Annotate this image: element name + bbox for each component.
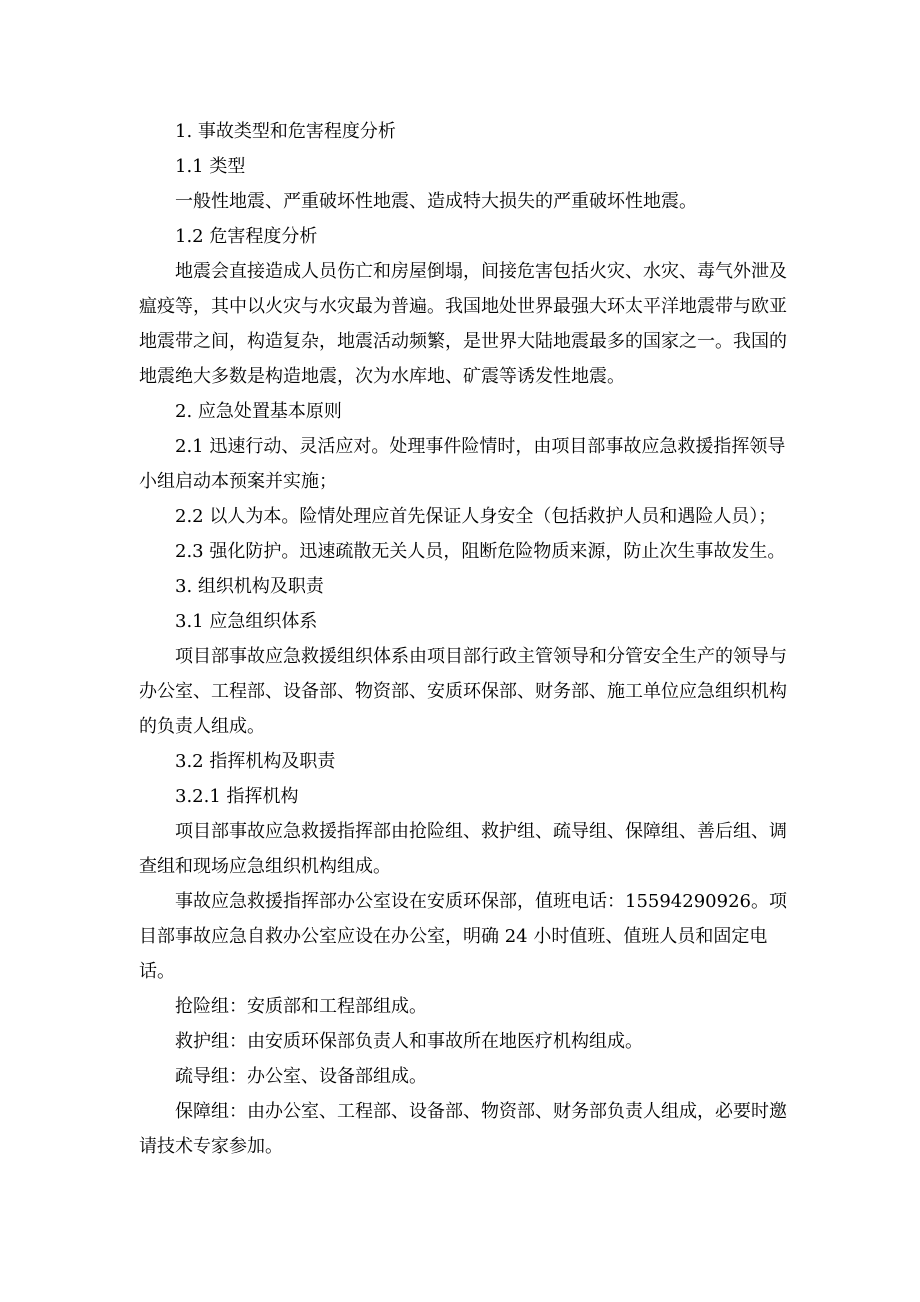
paragraph-principle-2-3: 2.3 强化防护。迅速疏散无关人员，阻断危险物质来源，防止次生事故发生。 <box>175 541 786 562</box>
paragraph-principle-2-2: 2.2 以人为本。险情处理应首先保证人身安全（包括救护人员和遇险人员）； <box>175 506 777 527</box>
section-heading-3-2-1: 3.2.1 指挥机构 <box>175 786 299 807</box>
document-body <box>139 114 799 1164</box>
paragraph-medical-team: 救护组：由安质环保部负责人和事故所在地医疗机构组成。 <box>175 1031 643 1052</box>
section-heading-2: 2. 应急处置基本原则 <box>175 401 342 422</box>
paragraph-support-team: 保障组：由办公室、工程部、设备部、物资部、财务部负责人组成，必要时邀请技术专家参加。 <box>139 1101 787 1157</box>
paragraph-hazard-analysis: 地震会直接造成人员伤亡和房屋倒塌，间接危害包括火灾、水灾、毒气外泄及瘟疫等，其中以火灾与水灾最为普遍。我国地处世界最强大环太平洋地震带与欧亚地震带之间，构造复杂，地震活动频繁，是世界大陆地震最多的国家之一。我国的地震绝大多数是构造地震，次为水库地、矿震等诱发性地震。 <box>139 261 787 387</box>
paragraph-types: 一般性地震、严重破坏性地震、造成特大损失的严重破坏性地震。 <box>175 191 697 212</box>
paragraph-principle-2-1: 2.1 迅速行动、灵活应对。处理事件险情时，由项目部事故应急救援指挥领导小组启动本预案并实施； <box>139 436 786 492</box>
paragraph-org-system: 项目部事故应急救援组织体系由项目部行政主管领导和分管安全生产的领导与办公室、工程部、设备部、物资部、安质环保部、财务部、施工单位应急组织机构的负责人组成。 <box>139 646 787 737</box>
section-heading-3: 3. 组织机构及职责 <box>175 576 324 597</box>
section-heading-1-2: 1.2 危害程度分析 <box>175 226 318 247</box>
section-heading-1-1: 1.1 类型 <box>175 156 246 177</box>
paragraph-evacuation-team: 疏导组：办公室、设备部组成。 <box>175 1066 427 1087</box>
section-heading-1: 1. 事故类型和危害程度分析 <box>175 121 396 142</box>
paragraph-command-structure: 项目部事故应急救援指挥部由抢险组、救护组、疏导组、保障组、善后组、调查组和现场应急组织机构组成。 <box>139 821 787 877</box>
paragraph-command-office: 事故应急救援指挥部办公室设在安质环保部，值班电话：15594290926。项目部事故应急自救办公室应设在办公室，明确 24 小时值班、值班人员和固定电话。 <box>139 891 787 982</box>
paragraph-rescue-team: 抢险组：安质部和工程部组成。 <box>175 996 427 1017</box>
section-heading-3-2: 3.2 指挥机构及职责 <box>175 751 336 772</box>
section-heading-3-1: 3.1 应急组织体系 <box>175 611 318 632</box>
